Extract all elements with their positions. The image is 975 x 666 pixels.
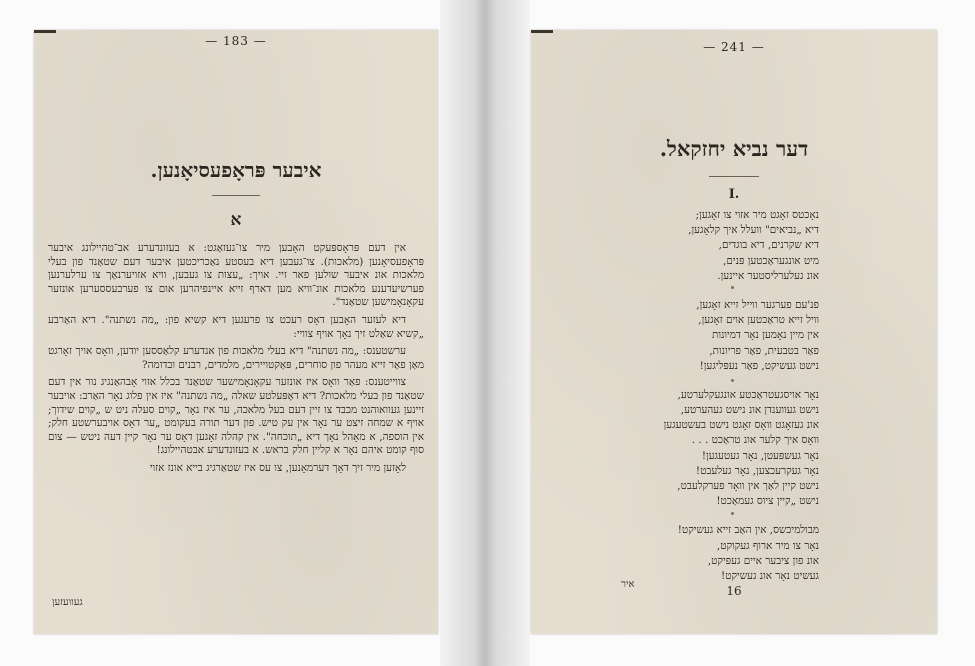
- stanza: [569, 523, 819, 584]
- poem-line: נאָר אויסגעטראַכטע אונגעקלערטע,: [677, 388, 819, 401]
- poem-line: נישט קיין לאַך אין וואָר פערקלעבט,: [677, 480, 819, 492]
- left-page: [34, 30, 438, 634]
- chapter-title: דער נביא יחזקאל.: [659, 136, 809, 161]
- chapter-title: איבער פּראָפעסיאָנען.: [150, 158, 322, 182]
- poem-line: וויל זייא טראַכטען אוים זאָגען,: [698, 314, 819, 327]
- title-rule: [709, 176, 759, 177]
- right-page: [531, 30, 937, 634]
- poem-line: אונ פון ציבער איים געפּיקט,: [707, 554, 819, 567]
- poem-line: אונ געלערליסטער איינען.: [717, 269, 819, 282]
- folio-number: 16: [726, 584, 742, 598]
- page-number: — 183 —: [205, 34, 267, 48]
- poem-line: אונ געזאָגט וואָס זאָגט נישט בעשטעגען: [663, 419, 819, 432]
- stanza-divider-dot: [731, 379, 734, 382]
- poem-line: נישט געשיקט, פאַר נעפּליגען!: [699, 359, 819, 372]
- poem-line: וואָס איך קלער אונ טראַכט . . .: [691, 434, 819, 447]
- title-rule: [212, 195, 260, 196]
- poem-line: נאָכטס זאָגט מיר אזוי צו זאָגען;: [695, 209, 819, 221]
- paragraph: דיא לעזער האָבען דאָס רעכט צו פרעגען דיא קשיא פון: „מה נשתנה". דיא האַרבע „קשיא שאַלט זיך נאָך אויף צוויי:: [48, 313, 424, 340]
- body-text: [48, 242, 424, 480]
- page-corner-mark: [34, 30, 56, 33]
- poem-line: מיט אונגעראַכטען פּנים,: [723, 254, 819, 267]
- paragraph: ערשטענס: „מה נשתנה" דיא בעלי מלאכות פון אנדערע קלאַססען יודען, וואָס אויך זאָרגט מאַן פאַר זייא מעהר פון סוחרים, פּאַקטויירים, מלמדים, רבנים ובדומה?: [48, 345, 424, 371]
- paragraph: אין דעם פּראָספּעקט האָבען מיר צו־געזאַגט: א בעזונדערע אב־טהיילונג איבער פּראָפעסיאָנען (מלאכות). צו־געבען דיא בעסטע נאַכריכטען איבער דעם שטאַנד פון בעלי מלאכות אונ איבער שולען פאר זיי. אויך: „עצות צו געבען, וויא אזויערנאַך צו ערלערנען פערשיעדענע מלאכות אונ־וויא מען דארף זייא איינפיהרען אום צו פערבעססערען אונזער עקאָנאָמישען שטאַנד".: [48, 242, 424, 309]
- section-label: א: [230, 210, 242, 230]
- poem-line: נאָר צו מיר ארוף געקוקט,: [716, 539, 819, 552]
- poem-line: פאַר בטבעית, פאַר פריונות,: [709, 344, 819, 357]
- poem-line: פנ'עם פערגער ווייל זייא זאָגען,: [696, 298, 819, 311]
- signature-mark: איר: [621, 579, 635, 590]
- poem-line: דיא „נביאים" וועלל איך קלאָגען,: [688, 224, 819, 237]
- paragraph: לאָזען מיר זיך דאָך דערמאָנען, צו עס איז שטאַרגיג בייא אונז אזוי: [149, 461, 406, 474]
- poem-line: נאָר געקרעכצען, נאָר געלעבט!: [695, 464, 819, 477]
- poem-line: געשיט נאָר אונ געשיקט!: [721, 569, 819, 582]
- stanza: [569, 298, 819, 374]
- poem-line: מבולמיכשס, אין האַב זייא געשיקט!: [677, 524, 819, 537]
- poem-line: נאָר געשפּעטן, נאָר געטעגען!: [701, 449, 819, 462]
- stanza-divider-dot: [731, 286, 734, 289]
- poem: [569, 208, 819, 598]
- stanza: [569, 208, 819, 284]
- stanza: [569, 388, 819, 510]
- section-label: I.: [728, 187, 740, 202]
- poem-line: אין מיין נאָמען נאָר דמיונות: [711, 329, 819, 342]
- catchword: געוועזען: [52, 597, 83, 608]
- stanza-divider-dot: [731, 512, 734, 515]
- poem-line: דיא שקרנים, דיא בוגדים,: [718, 239, 819, 252]
- book-gutter: [440, 0, 530, 666]
- poem-line: נישט „קיין ציוס געמאַכט!: [716, 495, 819, 508]
- page-number: — 241 —: [703, 40, 765, 54]
- paragraph: צווייטענס: פאַר וואָס איז אונזער עקאָנאָמישער שטאַנד בכלל אזוי אָבהאַנגיג נור אין דעם שטאַנד פון בעלי מלאכות? דיא דאָפּעלטע שאלה „מה נשתנה" איז אין פלוג נאָר האַרב: אויבער זיינען געוואוהנט מכבד צו זיין דעם בעל מלאכה, ער איז נאָר „קוים סעלה ניט ש „קוים שידוך; אויף א שמחה זיצט ער נאָר אין עק טיש. פון דער תורה בעקומט „ער דאָס אויבערשטע חלק; אין הוספה, א מאָהל נאָך דיא „תוכחה". אין קהלה זאָגען דאָס ער נאָר קיין דעה ניטש — צום סוף קומט איהם נאָר א קליין חלק בראש. א בעזונדערע אבטהיילונג!: [48, 376, 424, 457]
- page-corner-mark: [531, 30, 553, 33]
- poem-line: נישט געווענדן אונ נישט געהערטע,: [680, 404, 819, 417]
